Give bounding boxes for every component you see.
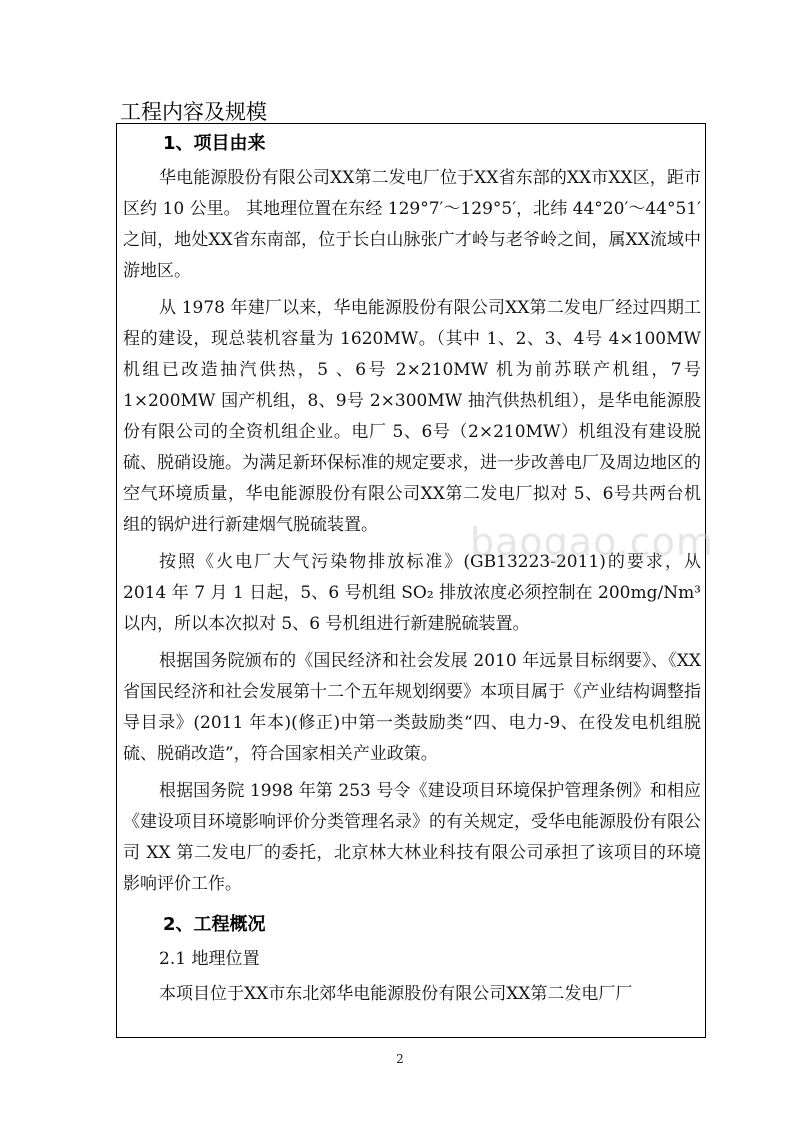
paragraph-project-location: 华电能源股份有限公司XX第二发电厂位于XX省东部的XX市XX区，距市区约 10 公里。 其地理位置在东经 129°7′～129°5′，北纬 44°20′～44°51′之间，地处XX省东南部，位于长白山脉张广才岭与老爷岭之间，属XX流域中游地区。 — [123, 168, 701, 281]
paragraph-site-location: 本项目位于XX市东北郊华电能源股份有限公司XX第二发电厂厂 — [159, 984, 633, 1004]
paragraph-policy: 根据国务院颁布的《国民经济和社会发展 2010 年远景目标纲要》、《XX 省国民经济和社会发展第十二个五年规划纲要》本项目属于《产业结构调整指导目录》(2011 年本)(修正)中第一类鼓励类“四、电力-9、在役发电机组脱硫、脱硝改造”，符合国家相关产业政策。 — [123, 651, 701, 764]
paragraph-plant-history: 从 1978 年建厂以来，华电能源股份有限公司XX第二发电厂经过四期工程的建设，现总装机容量为 1620MW。（其中 1、2、3、4号 4×100MW 机组已改造抽汽供热，5 、6号 2×210MW 机为前苏联产机组，7号 1×200MW 国产机组，8、9号 2×300MW 抽汽供热机组），是华电能源股份有限公司的全资机组企业。电厂 5、6号（2×210MW）机组没有建设脱硫、脱硝设施。为满足新环保标准的规定要求，进一步改善电厂及周边地区的空气环境质量，华电能源股份有限公司XX第二发电厂拟对 5、6号共两台机组的锅炉进行新建烟气脱硫装置。 — [123, 298, 701, 535]
watermark: baogao.com — [470, 520, 714, 564]
subsection-2-1-title: 2.1 地理位置 — [159, 949, 260, 969]
section-1-title: 1、项目由来 — [163, 133, 266, 154]
section-2-title: 2、工程概况 — [163, 914, 266, 935]
paragraph-eia-commission: 根据国务院 1998 年第 253 号令《建设项目环境保护管理条例》和相应《建设项目环境影响评价分类管理名录》的有关规定，受华电能源股份有限公司 XX 第二发电厂的委托，北京林大林业科技有限公司承担了该项目的环境影响评价工作。 — [123, 781, 701, 894]
page-number: 2 — [396, 1052, 404, 1066]
page-heading: 工程内容及规模 — [120, 100, 267, 124]
document-body — [123, 129, 701, 1016]
paragraph-emission-standard: 按照《火电厂大气污染物排放标准》(GB13223-2011)的要求，从 2014 年 7 月 1 日起，5、6 号机组 SO₂ 排放浓度必须控制在 200mg/Nm³ 以内，所以本次拟对 5、6 号机组进行新建脱硫装置。 — [123, 552, 701, 634]
